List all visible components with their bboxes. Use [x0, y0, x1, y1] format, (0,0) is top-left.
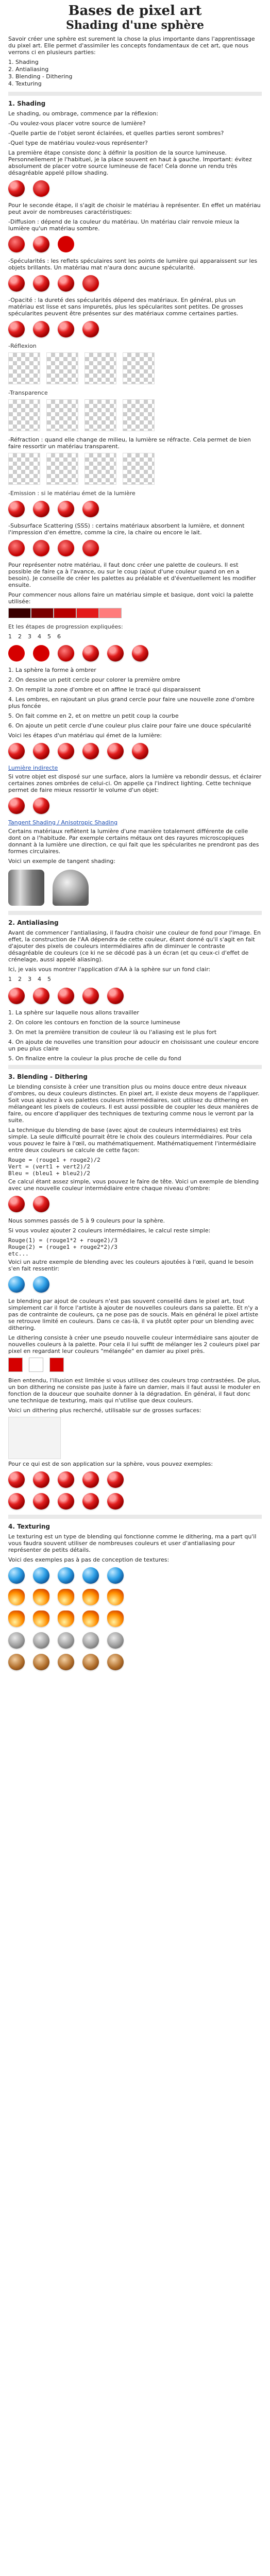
shading-p17: Voici un exemple de tangent shading:: [8, 858, 115, 865]
toc-item: 1. Shading: [8, 59, 39, 65]
texture-sphere: [33, 1567, 49, 1584]
sphere-dither: [8, 1493, 25, 1510]
texture-sphere: [58, 1611, 74, 1627]
texture-row-stone: [8, 1632, 262, 1649]
blending-p7: Le blending par ajout de couleurs n'est pas souvent conseillé dans le pixel art, tout simplement car il force l'artiste à ajouter de nouvelles couleurs dans sa palette. Et n'y a pas de contrainte de couleurs, ça ne pose pas de soucis. Mais en général le pixel artiste se retrouve limité en couleurs. Dans ce cas-là, il va plutôt opter pour un blending avec dithering.: [8, 1298, 259, 1331]
sphere-opacity: [33, 321, 49, 337]
bottom-spacer: [8, 1675, 262, 1688]
step-number: 5: [47, 633, 51, 640]
sphere-opacity: [58, 321, 74, 337]
step-number: 1: [8, 633, 12, 640]
checker-example: [46, 352, 78, 384]
tangent-shading-link[interactable]: Tangent Shading / Anisotropic Shading: [8, 819, 118, 826]
sphere-blue: [8, 1276, 25, 1293]
metal-cylinder: [8, 870, 44, 906]
sphere-emission: [58, 501, 74, 517]
sphere-dither: [8, 1471, 25, 1488]
tangent-shading-example: [8, 870, 262, 906]
step-number: 3: [28, 976, 31, 982]
sphere-emitter-step: [82, 743, 99, 759]
shading-p12: Pour représenter notre matériau, il faut donc créer une palette de couleurs. Il est possible de faire ça à l'avance, ou sur le coup (ajout d'une couleur quand on en a besoin). Je conseille de créer les palettes au préalable et d'éventuellement les modifier ensuite.: [8, 562, 256, 588]
sphere-diffusion: [58, 236, 74, 252]
section-heading-blending: 3. Blending - Dithering: [8, 1073, 88, 1080]
indirect-spheres: [8, 798, 262, 814]
step-number: 2: [18, 633, 22, 640]
dither-spheres-2: [8, 1493, 262, 1510]
blending-p3: Ce calcul étant assez simple, vous pouvez le faire de tête. Voici un exemple de blending avec une nouvelle couleur intermédiaire entre chaque niveau d'ombre:: [8, 1178, 259, 1192]
texturing-p1: Le texturing est un type de blending qui fonctionne comme le dithering, ma a part qu'il vous faudra souvent utiliser de nombreuses couleurs et user d'antialiasing pour représenter de petits détails.: [8, 1533, 257, 1553]
step-number: 6: [57, 633, 61, 640]
shading-p2: -Ou voulez-vous placer votre source de lumière?: [8, 120, 146, 127]
texturing-p2: Voici des exemples pas à pas de conception de textures:: [8, 1556, 170, 1563]
sphere-emitter-step: [33, 743, 49, 759]
table-of-contents: [8, 59, 262, 88]
shading-p15: Si votre objet est disposé sur une surface, alors la lumière va rebondir dessus, et éclairer certaines zones ombrées de celui-ci. On appelle ça l'indirect lighting. Cette technique permet de faire mieux ressortir le volume d'un objet:: [8, 773, 262, 793]
sphere-dither: [82, 1493, 99, 1510]
shading-p10: -Réfraction : quand elle change de milieu, la lumière se réfracte. Cela permet de bien faire ressortir un matériau transparent.: [8, 436, 251, 450]
sphere-diffusion: [8, 236, 25, 252]
sphere-blend: [8, 1196, 25, 1212]
shading-p1: Le shading, ou ombrage, commence par la réflexion:: [8, 110, 159, 117]
palette-swatch: [99, 608, 122, 618]
texture-sphere: [107, 1654, 124, 1670]
texture-sphere: [33, 1654, 49, 1670]
formula-line: etc...: [8, 1250, 29, 1257]
transparence-label: -Transparence: [8, 389, 48, 396]
aa-steps-list: [8, 1009, 262, 1062]
sphere-sss: [8, 540, 25, 556]
shading-p14: Voici les étapes d'un matériau qui émet de la lumière:: [8, 732, 162, 739]
texture-sphere: [58, 1632, 74, 1649]
aa-spheres: [8, 988, 262, 1004]
section-heading-texturing: 4. Texturing: [8, 1523, 50, 1530]
aa-p2: Ici, je vais vous montrer l'application d'AA à la sphère sur un fond clair:: [8, 966, 211, 973]
blending-p11: Pour ce qui est de son application sur la sphère, vous pouvez exemples:: [8, 1461, 213, 1467]
page-title: Bases de pixel art: [68, 3, 202, 19]
texture-sphere: [82, 1654, 99, 1670]
sphere-emission: [82, 501, 99, 517]
aa-step-text: 4. On ajoute de nouvelles une transition pour adoucir en choisissant une couleur encore un peu plus claire: [8, 1039, 259, 1052]
sphere-step: [82, 645, 99, 662]
blending-eye-spheres: [8, 1276, 262, 1293]
checker-example: [8, 453, 40, 485]
sphere-step: [107, 645, 124, 662]
section-heading-shading: 1. Shading: [8, 100, 46, 107]
texture-sphere: [8, 1567, 25, 1584]
specular-spheres: [8, 275, 262, 292]
reflexion-label: -Réflexion: [8, 343, 37, 349]
sphere-step: [132, 645, 148, 662]
palette-swatch: [8, 608, 31, 618]
texture-sphere: [8, 1654, 25, 1670]
step-text: 3. On remplit la zone d'ombre et on affine le tracé qui disparaissent: [8, 686, 201, 693]
blending-p1: Le blending consiste à créer une transition plus ou moins douce entre deux niveaux d'ombres, ou deux couleurs distinctes. En pixel art, il existe deux moyens de l'appliquer. Soit vous ajoutez à vos palettes couleurs intermédiaires, soit utilisez du dithering en mélangeant les pixels de couleurs. Il est aussi possible de coupler les deux manières de faire, ou encore d'appliquer des techniques de texturing comme nous le verront par la suite.: [8, 1083, 260, 1124]
section-divider: [8, 92, 262, 96]
sphere-blend: [33, 1196, 49, 1212]
indirect-lighting-link[interactable]: Lumière indirecte: [8, 765, 58, 771]
texture-sphere: [58, 1567, 74, 1584]
shading-p4: -Quel type de matériau voulez-vous représenter?: [8, 140, 148, 146]
shading-p9: -Opacité : la dureté des spécularités dépend des matériaux. En général, plus un matériau est lisse et sans impuretés, plus les spécularites sont petites. De grosses spécularites peuvent être présentes sur des matériaux comme certaines parties.: [8, 297, 243, 317]
step-number: 3: [28, 633, 31, 640]
formula-line: Bleu = (bleu1 + bleu2)/2: [8, 1170, 90, 1177]
section-divider: [8, 1065, 262, 1069]
checker-example: [123, 399, 155, 431]
shading-p6: Pour le seconde étape, il s'agit de choisir le matériau à représenter. En effet un matériau peut avoir de nombreuses caractéristiques:: [8, 202, 261, 215]
texture-sphere: [58, 1589, 74, 1605]
blending-p8: Le dithering consiste à créer une pseudo nouvelle couleur intermédiaire sans ajouter de nouvelles couleurs à la palette. Pour cela il lui suffit de mélanger les 2 couleurs pixel par pixel en regardant leur couleurs "mélangée" en damier au pixel près.: [8, 1334, 260, 1354]
formula-line: Vert = (vert1 + vert2)/2: [8, 1163, 90, 1170]
checker-example: [85, 352, 116, 384]
sphere-diffusion: [33, 236, 49, 252]
toc-item: 4. Texturing: [8, 80, 42, 87]
dither-spheres: [8, 1471, 262, 1488]
texture-sphere: [107, 1567, 124, 1584]
shading-p7: -Diffusion : dépend de la couleur du matériau. Un matériau clair renvoie mieux la lumière qu'un matériau sombre.: [8, 218, 240, 232]
formula-block: [8, 1157, 262, 1177]
sphere-emitter-step: [132, 743, 148, 759]
sphere-example: [8, 180, 25, 197]
toc-item: 2. Antialiasing: [8, 66, 49, 73]
texture-sphere: [33, 1632, 49, 1649]
sphere-emission: [8, 501, 25, 517]
sphere-specular: [58, 275, 74, 292]
sphere-step: [33, 645, 49, 662]
texture-sphere: [33, 1611, 49, 1627]
texture-sphere: [58, 1654, 74, 1670]
sphere-aa-step: [58, 988, 74, 1004]
texture-sphere: [82, 1632, 99, 1649]
texture-sphere: [82, 1589, 99, 1605]
texture-row-blue: [8, 1567, 262, 1584]
sphere-emitter-step: [107, 743, 124, 759]
page-subtitle: Shading d'une sphère: [65, 19, 205, 32]
step-numbers: [8, 633, 262, 640]
refraction-examples: [8, 453, 262, 485]
sphere-sss: [33, 540, 49, 556]
formula-line: Rouge(1) = (rouge1*2 + rouge2)/3: [8, 1237, 117, 1244]
blending-spheres: [8, 1196, 262, 1212]
step-text: 5. On fait comme en 2, et on mettre un petit coup la courbe: [8, 713, 179, 719]
sphere-aa-step: [8, 988, 25, 1004]
intro-paragraph: Savoir créer une sphère est surement la chose la plus importante dans l'apprentissage du pixel art. Elle permet d'assimiler les concepts fondamentaux de cet art, que nous verrons ci en plusieurs parties:: [8, 36, 255, 56]
sphere-emission: [33, 501, 49, 517]
texture-sphere: [82, 1567, 99, 1584]
opacity-spheres: [8, 321, 262, 337]
dither-swatch: [29, 1358, 43, 1372]
checker-example: [85, 453, 116, 485]
sphere-emitter-step: [58, 743, 74, 759]
blending-p6: Voici un autre exemple de blending avec les couleurs ajoutées à l'œil, quand le besoin s'en fait ressentir:: [8, 1259, 254, 1272]
sphere-specular: [33, 275, 49, 292]
sphere-step: [58, 645, 74, 662]
step-text: 4. Les ombres, en rajoutant un plus grand cercle pour faire une nouvelle zone d'ombre plus foncée: [8, 696, 255, 709]
checker-example: [123, 453, 155, 485]
palette-swatch: [31, 608, 54, 618]
checker-example: [123, 352, 155, 384]
dither-pattern: [8, 1417, 61, 1459]
shading-p11: -Subsurface Scattering (SSS) : certains matériaux absorbent la lumière, et donnent l'impression d'en émettre, comme la cire, la chaire ou encore le lait.: [8, 522, 245, 536]
sphere-dither: [107, 1493, 124, 1510]
sphere-dither: [33, 1471, 49, 1488]
sphere-dither: [58, 1471, 74, 1488]
aa-step-text: 3. On met la première transition de couleur là ou l'aliasing est le plus fort: [8, 1029, 217, 1036]
texture-row-orange: [8, 1589, 262, 1605]
step-number: 1: [8, 976, 12, 982]
checker-example: [46, 399, 78, 431]
toc-item: 3. Blending - Dithering: [8, 73, 73, 80]
aa-step-text: 2. On colore les contours en fonction de la source lumineuse: [8, 1019, 180, 1026]
shading-p13: Pour commencer nous allons faire un matériau simple et basique, dont voici la palette utilisée:: [8, 591, 254, 605]
aa-step-numbers: [8, 976, 262, 982]
shading-p3: -Quelle partie de l'objet seront éclairées, et quelles parties seront sombres?: [8, 130, 224, 137]
texture-sphere: [107, 1632, 124, 1649]
formula-line: Rouge = (rouge1 + rouge2)/2: [8, 1157, 100, 1163]
content: [0, 36, 270, 1688]
formula-line: Rouge(2) = (rouge1 + rouge2*2)/3: [8, 1244, 117, 1250]
sphere-aa-step: [33, 988, 49, 1004]
blending-p2: La technique du blending de base (avec ajout de couleurs intermédiaires) est très simple. La seule difficulté pourrait être le choix des couleurs intermédiaires. Pour cela vous pouvez le faire à l'œil, ou mathématiquement. Mathématiquement l'intermédiaire entre deux couleurs se calcule de cette façon:: [8, 1127, 256, 1154]
sphere-dither: [107, 1471, 124, 1488]
steps-spheres: [8, 645, 262, 662]
shading-p5: La première étape consiste donc à définir la position de la source lumineuse. Personnellement je l'habituel, je la place souvent en haut à gauche. Important: évitez absolument de placer votre source lumineuse de face! Cela donne un rendu très désagréable appelé pillow shading.: [8, 149, 252, 176]
blending-p5: Si vous voulez ajouter 2 couleurs intermédiaires, le calcul reste simple:: [8, 1227, 211, 1234]
dither-swatches: [8, 1358, 262, 1372]
texture-sphere: [107, 1611, 124, 1627]
sphere-example-row: [8, 180, 262, 197]
sphere-specular: [82, 275, 99, 292]
shading-p16: Certains matériaux reflètent la lumière d'une manière totalement différente de celle dont on a l'habitude. Par exemple certains métaux ont des rayures microscopiques donnant à la lumière une direction, ce qui fait que les spécularites ne prendront pas des formes circulaires.: [8, 828, 259, 855]
sphere-sss: [82, 540, 99, 556]
sphere-opacity: [82, 321, 99, 337]
sphere-blue: [33, 1276, 49, 1293]
emission-label: -Emission : si le matériau émet de la lumière: [8, 490, 136, 497]
step-text: 6. On ajoute un petit cercle d'une couleur plus claire pour faire une douce spécularité: [8, 722, 251, 729]
texture-sphere: [33, 1589, 49, 1605]
shading-p8: -Spécularités : les reflets spéculaires sont les points de lumière qui apparaissent sur les objets brillants. Un matériau mat n'aura donc aucune spécularité.: [8, 258, 258, 271]
checker-example: [8, 399, 40, 431]
section-heading-antialiasing: 2. Antialiasing: [8, 919, 59, 926]
step-number: 2: [18, 976, 22, 982]
emitter-steps-spheres: [8, 743, 262, 759]
formula-block-2: [8, 1237, 262, 1257]
palette-swatch: [76, 608, 99, 618]
texture-sphere: [8, 1611, 25, 1627]
step-text: 2. On dessine un petit cercle pour colorer la première ombre: [8, 676, 180, 683]
sphere-example: [33, 180, 49, 197]
checker-example: [85, 399, 116, 431]
section-divider: [8, 1515, 262, 1519]
emission-spheres: [8, 501, 262, 517]
transparence-examples: [8, 399, 262, 431]
texture-sphere: [8, 1589, 25, 1605]
dither-swatch: [49, 1358, 64, 1372]
sphere-dither: [33, 1493, 49, 1510]
sphere-sss: [58, 540, 74, 556]
aa-step-text: 5. On finalize entre la couleur la plus proche de celle du fond: [8, 1055, 181, 1062]
sphere-aa-step: [107, 988, 124, 1004]
steps-title: Et les étapes de progression expliquées:: [8, 623, 123, 630]
blending-p10: Voici un dithering plus recherché, utilisable sur de grosses surfaces:: [8, 1407, 201, 1414]
diffusion-spheres: [8, 236, 262, 252]
palette-swatch: [54, 608, 76, 618]
palette-swatches: [8, 608, 262, 618]
section-divider: [8, 911, 262, 915]
sss-spheres: [8, 540, 262, 556]
blending-p4: Nous sommes passés de 5 à 9 couleurs pour la sphère.: [8, 1217, 165, 1224]
checker-example: [46, 453, 78, 485]
sphere-emitter-step: [8, 743, 25, 759]
step-number: 4: [38, 976, 41, 982]
texture-sphere: [107, 1589, 124, 1605]
blending-p9: Bien entendu, l'illusion est limitée si vous utilisez des couleurs trop contrastées. De plus, un bon dithering ne consiste pas juste à faire un damier, mais il faut aussi le moduler en fonction de la douceur que souhaite donner à la dégradation. En général, il faut donc une technique de texturing, mais qui n'utilise que deux couleurs.: [8, 1377, 261, 1404]
texture-row-brown: [8, 1654, 262, 1670]
step-number: 5: [47, 976, 51, 982]
aa-step-text: 1. La sphère sur laquelle nous allons travailler: [8, 1009, 139, 1016]
aa-p1: Avant de commencer l'antialiasing, il faudra choisir une couleur de fond pour l'image. En effet, la construction de l'AA dépendra de cette couleur, étant donné qu'il s'agit en fait d'ajouter des pixels de couleurs intermédiaires afin de diminuer le contraste désagréable de couleurs (ce ki ne se décodé pas à un écran (et qu ceux-ci d'effet de crénelage, aussi appelé aliasing).: [8, 929, 261, 963]
sphere-step: [8, 645, 25, 662]
reflexion-examples: [8, 352, 262, 384]
sphere-indirect: [8, 798, 25, 814]
steps-list: [8, 667, 262, 729]
sphere-dither: [58, 1493, 74, 1510]
sphere-aa-step: [82, 988, 99, 1004]
metal-dome: [53, 870, 89, 906]
step-text: 1. La sphère la forme à ombrer: [8, 667, 96, 673]
sphere-specular: [8, 275, 25, 292]
sphere-dither: [82, 1471, 99, 1488]
sphere-opacity: [8, 321, 25, 337]
texture-row-fire: [8, 1611, 262, 1627]
sphere-indirect: [33, 798, 49, 814]
checker-example: [8, 352, 40, 384]
texture-sphere: [82, 1611, 99, 1627]
dither-swatch: [8, 1358, 23, 1372]
header: [0, 0, 270, 34]
texture-sphere: [8, 1632, 25, 1649]
step-number: 4: [38, 633, 41, 640]
